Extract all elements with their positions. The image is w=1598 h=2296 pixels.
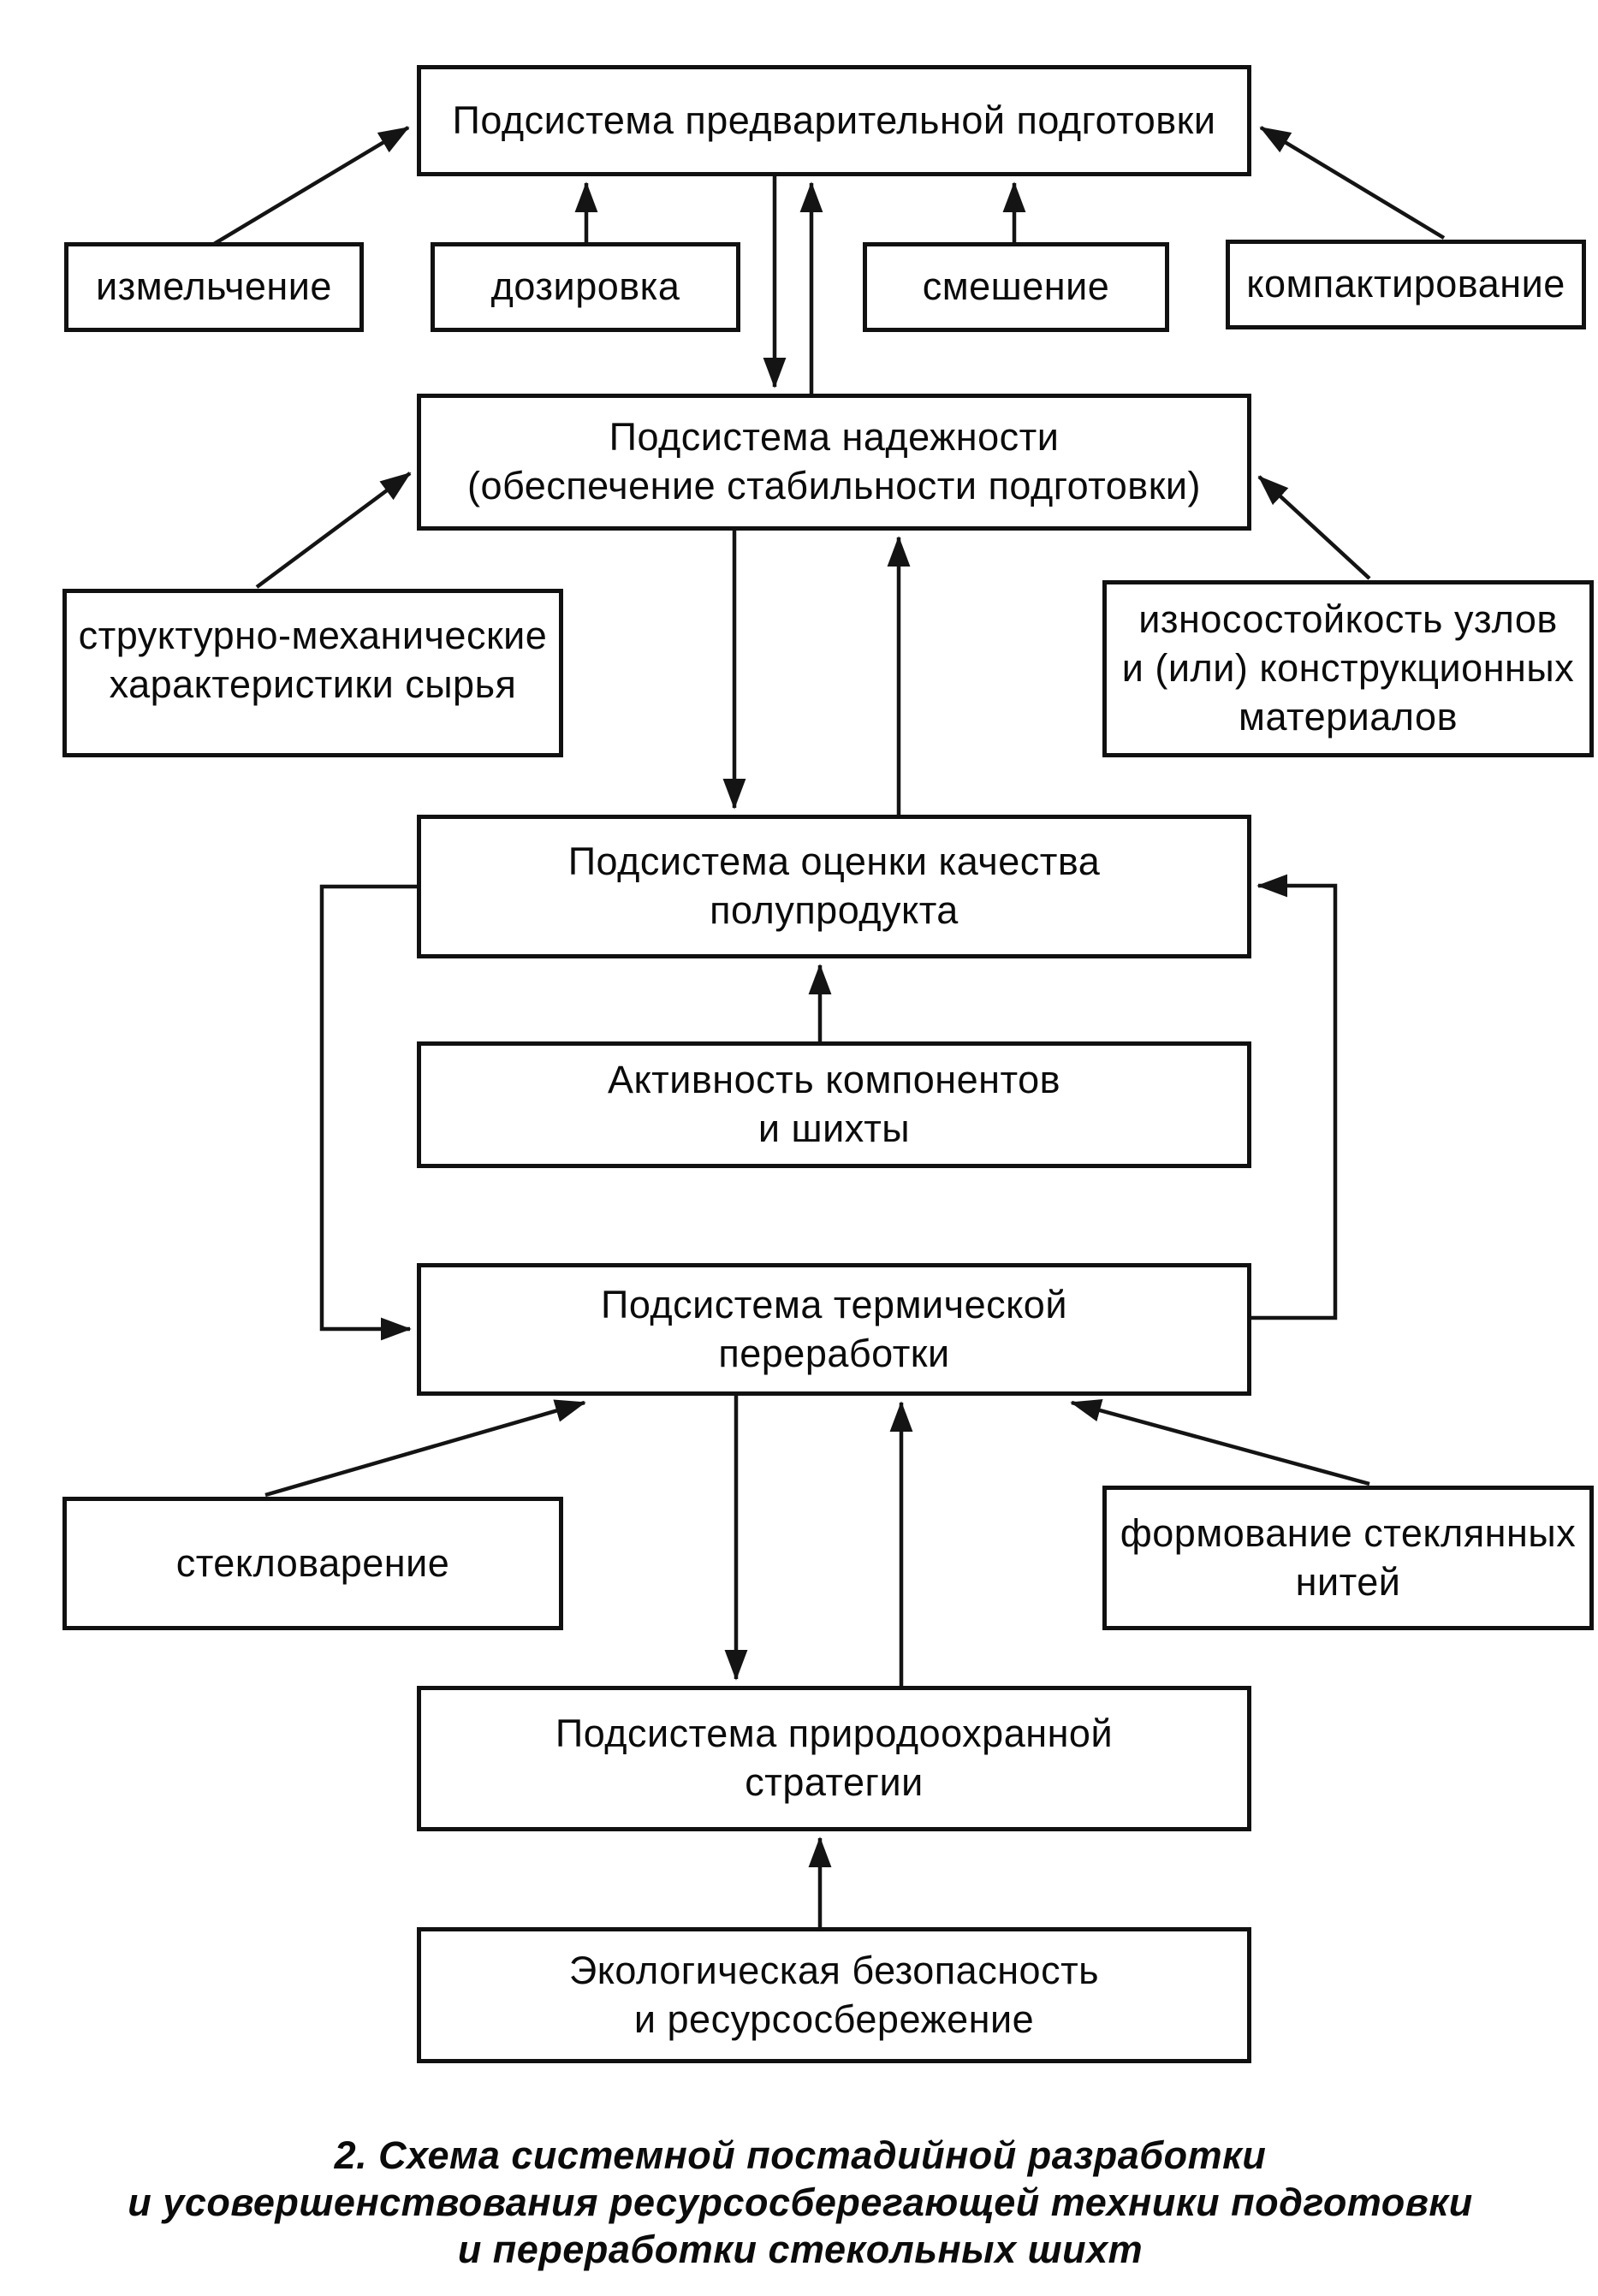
node-label: Подсистема надежности bbox=[609, 415, 1060, 460]
arrow-wear-resistance-to-reliability bbox=[1259, 477, 1369, 578]
node-label: износостойкость узлов bbox=[1138, 597, 1558, 642]
node-label: дозировка bbox=[490, 264, 680, 309]
node-reliability-subsystem bbox=[417, 394, 1251, 531]
node-environmental-strategy-subsystem bbox=[417, 1686, 1251, 1831]
node-raw-material-characteristics bbox=[62, 589, 563, 757]
arrow-quality-to-thermal-left-loop bbox=[322, 887, 417, 1329]
node-label: Подсистема предварительной подготовки bbox=[452, 98, 1216, 142]
node-quality-assessment-subsystem bbox=[417, 815, 1251, 958]
arrow-compacting-to-preliminary bbox=[1261, 128, 1444, 238]
node-label: измельчение bbox=[96, 264, 332, 309]
node-label: переработки bbox=[718, 1331, 950, 1375]
node-label: Подсистема термической bbox=[601, 1282, 1067, 1326]
node-label: Подсистема природоохранной bbox=[555, 1712, 1114, 1756]
node-label: и (или) конструкционных bbox=[1121, 646, 1575, 691]
node-label: и шихты bbox=[757, 1106, 911, 1150]
arrow-fiber-forming-to-thermal bbox=[1072, 1403, 1369, 1484]
node-fiber-forming bbox=[1102, 1486, 1594, 1630]
node-label: (обеспечение стабильности подготовки) bbox=[466, 464, 1202, 507]
node-thermal-processing-subsystem bbox=[417, 1263, 1251, 1396]
node-label: характеристики сырья bbox=[109, 662, 517, 706]
figure-caption-line: и переработки стекольных шихт bbox=[457, 2227, 1144, 2271]
node-label: смешение bbox=[922, 264, 1110, 309]
node-compacting bbox=[1226, 240, 1586, 329]
node-label: и ресурсосбережение bbox=[633, 1996, 1035, 2041]
node-component-activity bbox=[417, 1041, 1251, 1168]
node-label: формование стеклянных bbox=[1120, 1510, 1577, 1555]
node-label: полупродукта bbox=[710, 888, 959, 932]
node-label: Экологическая безопасность bbox=[568, 1948, 1100, 1992]
node-label: компактирование bbox=[1246, 262, 1565, 306]
node-ecological-safety bbox=[417, 1927, 1251, 2063]
node-label: Активность компонентов bbox=[607, 1058, 1061, 1102]
arrow-glass-melting-to-thermal bbox=[265, 1403, 585, 1495]
node-label: стратегии bbox=[745, 1760, 924, 1804]
figure-caption-line: 2. Схема системной постадийной разработки bbox=[334, 2133, 1267, 2177]
node-wear-resistance bbox=[1102, 580, 1594, 757]
node-label: структурно-механические bbox=[78, 613, 548, 657]
figure-caption-line: и усовершенствования ресурсосберегающей техники подготовки bbox=[128, 2180, 1473, 2224]
node-mixing bbox=[863, 242, 1169, 332]
arrow-raw-material-to-reliability bbox=[257, 473, 410, 587]
figure-caption bbox=[34, 2133, 1566, 2274]
node-label: Подсистема оценки качества bbox=[567, 839, 1101, 884]
node-label: нитей bbox=[1295, 1559, 1401, 1604]
arrow-grinding-to-preliminary bbox=[214, 128, 408, 244]
arrow-thermal-to-quality-right-loop bbox=[1251, 886, 1335, 1318]
node-label: стекловарение bbox=[175, 1540, 450, 1585]
node-dosing bbox=[431, 242, 740, 332]
node-grinding bbox=[64, 242, 364, 332]
node-glass-melting bbox=[62, 1497, 563, 1630]
node-label: материалов bbox=[1239, 694, 1458, 739]
node-preliminary-subsystem bbox=[417, 65, 1251, 176]
